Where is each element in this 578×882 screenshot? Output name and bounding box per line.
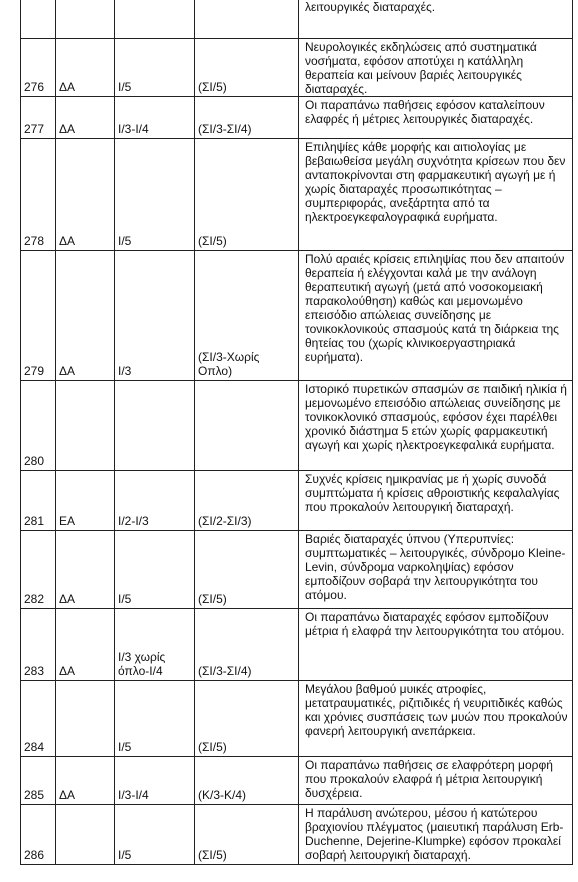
code-alt-cell: (ΣΙ/5) [195,39,299,97]
disability-table [20,0,573,865]
category-cell: ΔΑ [56,531,115,609]
table-row [21,471,573,531]
description-cell: Συχνές κρίσεις ημικρανίας με ή χωρίς συνοδά συμπτώματα ή κρίσεις αθροιστικής κεφαλαλγίας που προκαλούν λειτουργική διαταραχή. [299,471,573,531]
row-number: 280 [21,381,56,471]
description-cell: Οι παραπάνω παθήσεις σε ελαφρότερη μορφή που προκαλούν ελαφρά ή μέτρια λειτουργική δυσχέρεια. [299,757,573,805]
code-cell: Ι/3 [115,251,195,381]
table-row [21,139,573,251]
code-alt-cell: (ΣΙ/3-Χωρίς Οπλο) [195,251,299,381]
code-cell [115,381,195,471]
description-cell: λειτουργικές διαταραχές. [299,0,573,39]
table-row [21,251,573,381]
category-cell [56,0,115,39]
row-number: 281 [21,471,56,531]
description-cell: Η παράλυση ανώτερου, μέσου ή κατώτερου βραχιονίου πλέγματος (μαιευτική παράλυση Erb-Duchenne, Dejerine-Klumpke) εφόσον προκαλεί σοβαρή λειτουργική διαταραχή. [299,805,573,865]
row-number: 283 [21,609,56,681]
description-cell: Μεγάλου βαθμού μυικές ατροφίες, μετατραυματικές, ριζιτιδικές ή νευριτιδικές καθώς και χρόνιες συσπάσεις των μυών που προκαλούν φανερή λειτουργική ανεπάρκεια. [299,681,573,757]
code-cell: Ι/5 [115,805,195,865]
code-alt-cell [195,381,299,471]
row-number: 286 [21,805,56,865]
table-row [21,0,573,39]
description-cell: Ιστορικό πυρετικών σπασμών σε παιδική ηλικία ή μεμονωμένο επεισόδιο απώλειας συνείδησης με τονικοκλονικό σπασμούς, εφόσον έχει παρέλθει χρονικό διάστημα 5 ετών χωρίς φαρμακευτική αγωγή και χωρίς ηλεκτροεγκεφαλικά ευρήματα. [299,381,573,471]
description-cell: Οι παραπάνω διαταραχές εφόσον εμποδίζουν μέτρια ή ελαφρά την λειτουργικότητα του ατόμου. [299,609,573,681]
table-row [21,609,573,681]
code-cell: Ι/5 [115,139,195,251]
code-alt-cell: (ΣΙ/5) [195,531,299,609]
row-number: 279 [21,251,56,381]
category-cell: ΔΑ [56,139,115,251]
table-row [21,757,573,805]
category-cell [56,681,115,757]
code-cell: Ι/5 [115,39,195,97]
row-number: 278 [21,139,56,251]
table-row [21,681,573,757]
category-cell: ΔΑ [56,39,115,97]
row-number: 276 [21,39,56,97]
code-alt-cell: (ΣΙ/2-ΣΙ/3) [195,471,299,531]
description-cell: Οι παραπάνω παθήσεις εφόσον καταλείπουν ελαφρές ή μέτριες λειτουργικές διαταραχές. [299,97,573,139]
description-cell: Βαριές διαταραχές ύπνου (Υπερυπνίες: συμπτωματικές – λειτουργικές, σύνδρομο Kleine-Levin, σύνδρομα ναρκοληψίας) εφόσον εμποδίζουν σοβαρά την λειτουργικότητα του ατόμου. [299,531,573,609]
description-cell: Νευρολογικές εκδηλώσεις από συστηματικά νοσήματα, εφόσον αποτύχει η κατάλληλη θεραπεία και μείνουν βαριές λειτουργικές διαταραχές. [299,39,573,97]
table-row [21,531,573,609]
code-cell: Ι/5 [115,681,195,757]
code-cell: Ι/5 [115,531,195,609]
category-cell: ΔΑ [56,609,115,681]
code-alt-cell: (ΣΙ/5) [195,681,299,757]
category-cell: ΔΑ [56,251,115,381]
table-row [21,97,573,139]
table-row [21,805,573,865]
table-row [21,39,573,97]
code-alt-cell [195,0,299,39]
code-cell: Ι/3-Ι/4 [115,757,195,805]
code-alt-cell: (Κ/3-Κ/4) [195,757,299,805]
code-cell [115,0,195,39]
code-cell: Ι/2-Ι/3 [115,471,195,531]
table-row [21,381,573,471]
category-cell [56,805,115,865]
code-alt-cell: (ΣΙ/5) [195,139,299,251]
code-alt-cell: (ΣΙ/3-ΣΙ/4) [195,97,299,139]
row-number: 277 [21,97,56,139]
category-cell: ΔΑ [56,97,115,139]
code-cell: Ι/3-Ι/4 [115,97,195,139]
description-cell: Επιληψίες κάθε μορφής και αιτιολογίας με βεβαιωθείσα μεγάλη συχνότητα κρίσεων που δεν ανταποκρίνονται στη φαρμακευτική αγωγή με ή χωρίς διαταραχές προσωπικότητας – συμπεριφοράς, ανεξάρτητα από τα ηλεκτροεγκεφαλογραφικά ευρήματα. [299,139,573,251]
category-cell: ΔΑ [56,757,115,805]
row-number [21,0,56,39]
row-number: 285 [21,757,56,805]
code-cell: Ι/3 χωρίς όπλο-Ι/4 [115,609,195,681]
row-number: 282 [21,531,56,609]
description-cell: Πολύ αραιές κρίσεις επιληψίας που δεν απαιτούν θεραπεία ή ελέγχονται καλά με την ανάλογη θεραπευτική αγωγή (μετά από νοσοκομειακή παρακολούθηση) καθώς και μεμονωμένο επεισόδιο απώλειας συνείδησης με τονικοκλονικούς σπασμούς κατά τη διάρκεια της θητείας του (χωρίς κλινικοεργαστηριακά ευρήματα). [299,251,573,381]
row-number: 284 [21,681,56,757]
category-cell [56,381,115,471]
code-alt-cell: (ΣΙ/3-ΣΙ/4) [195,609,299,681]
code-alt-cell: (ΣΙ/5) [195,805,299,865]
category-cell: ΕΑ [56,471,115,531]
